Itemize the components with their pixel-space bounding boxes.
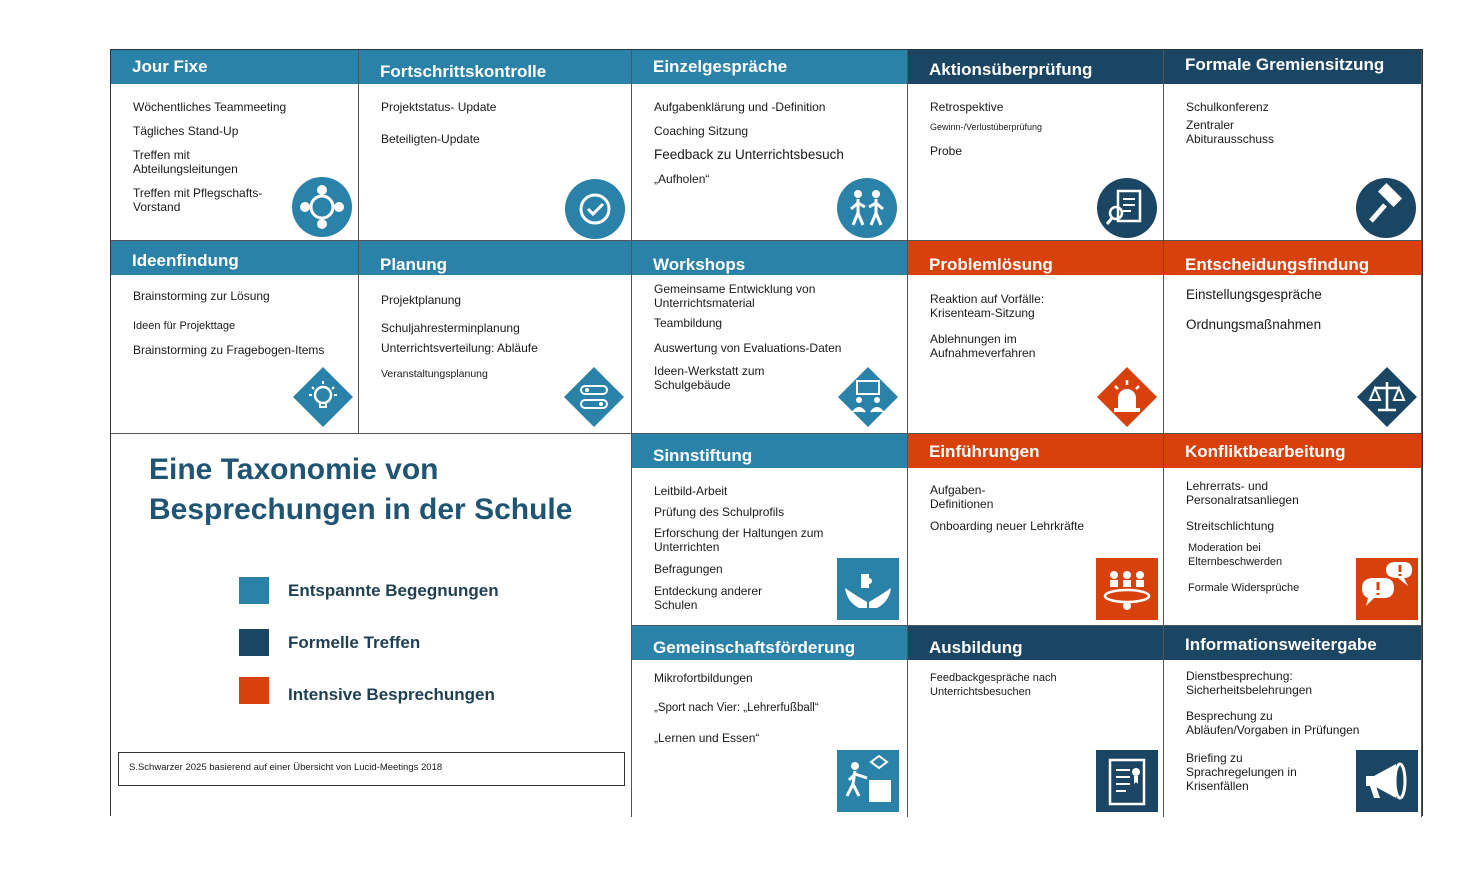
checkmark-icon xyxy=(564,178,626,240)
megaphone-icon xyxy=(1356,750,1418,812)
cell-einzelgespraeche xyxy=(632,50,908,241)
list-item: Zentraler Abiturausschuss xyxy=(1186,118,1275,146)
cell-title: Einzelgespräche xyxy=(632,50,908,84)
list-item: Gewinn-/Verlustüberprüfung xyxy=(930,122,1043,132)
cell-title: Jour Fixe xyxy=(111,50,359,84)
list-item: Treffen mit Pflegschafts-Vorstand xyxy=(133,186,263,214)
cell-aktionsueberpruefung xyxy=(908,50,1164,241)
list-item: Ordnungsmaßnahmen xyxy=(1186,317,1322,332)
cell-ausbildung xyxy=(908,626,1164,817)
cell-planung xyxy=(359,241,632,434)
teamwork-box-icon xyxy=(837,750,899,812)
cell-fortschrittskontrolle xyxy=(359,50,632,241)
list-item: Moderation bei Elternbeschwerden xyxy=(1188,542,1283,568)
certificate-icon xyxy=(1096,750,1158,812)
review-document-icon xyxy=(1096,177,1158,239)
list-item: „Sport nach Vier: „Lehrerfußball“ xyxy=(654,702,819,714)
cell-problemloesung xyxy=(908,241,1164,434)
list-item: Befragungen xyxy=(654,562,723,576)
list-item: Feedbackgespräche nach Unterrichtsbesuchen xyxy=(930,672,1057,698)
list-item: Lehrerrats- und Personalratsanliegen xyxy=(1186,479,1299,507)
cell-konfliktbearbeitung xyxy=(1164,434,1422,626)
list-item: Schuljahresterminplanung xyxy=(381,321,520,335)
cell-ideenfindung xyxy=(111,241,359,434)
legend-swatch xyxy=(239,577,269,604)
legend-swatch xyxy=(239,677,269,704)
gavel-icon xyxy=(1355,177,1417,239)
list-item: Erforschung der Haltungen zum Unterrichten xyxy=(654,526,824,554)
presentation-icon xyxy=(837,366,899,428)
list-item: Probe xyxy=(930,144,963,158)
list-item: Einstellungsgespräche xyxy=(1186,287,1322,302)
cell-gemeinschaftsfoerderung xyxy=(632,626,908,817)
legend-label: Formelle Treffen xyxy=(288,633,421,652)
cell-title: Gemeinschaftsförderung xyxy=(632,626,908,660)
list-item: Teambildung xyxy=(654,316,723,330)
list-item: „Lernen und Essen“ xyxy=(654,731,760,745)
team-circle-icon xyxy=(291,176,353,238)
legend-label: Entspannte Begegnungen xyxy=(288,581,499,600)
cell-title: Workshops xyxy=(632,241,908,275)
list-item: Entdeckung anderer Schulen xyxy=(654,584,763,612)
cell-sinnstiftung xyxy=(632,434,908,626)
cell-title: Planung xyxy=(359,241,632,275)
list-item: Leitbild-Arbeit xyxy=(654,484,728,498)
cell-title: Ausbildung xyxy=(908,626,1164,660)
cell-einfuehrungen xyxy=(908,434,1164,626)
list-item: Brainstorming zur Lösung xyxy=(133,289,270,303)
list-item: Projektstatus- Update xyxy=(381,100,497,114)
cell-title: Sinnstiftung xyxy=(632,434,908,468)
list-item: Brainstorming zu Fragebogen-Items xyxy=(133,343,325,357)
cell-title: Problemlösung xyxy=(908,241,1164,275)
cell-title: Einführungen xyxy=(908,434,1164,468)
page-title: Eine Taxonomie von Besprechungen in der Schule xyxy=(149,453,573,526)
list-item: Aufgaben-Definitionen xyxy=(930,483,994,511)
list-item: Besprechung zu Abläufen/Vorgaben in Prüfungen xyxy=(1186,709,1360,737)
list-item: Gemeinsame Entwicklung von Unterrichtsmaterial xyxy=(654,282,816,310)
list-item: Feedback zu Unterrichtsbesuch xyxy=(654,147,844,162)
list-item: Reaktion auf Vorfälle: Krisenteam-Sitzung xyxy=(930,292,1045,320)
list-item: Auswertung von Evaluations-Daten xyxy=(654,341,842,355)
workflow-icon xyxy=(563,366,625,428)
list-item: Beteiligten-Update xyxy=(381,132,480,146)
legend-swatch xyxy=(239,629,269,656)
cell-title: Aktionsüberprüfung xyxy=(908,50,1164,84)
cell-formale-gremiensitzung xyxy=(1164,50,1422,241)
list-item: Onboarding neuer Lehrkräfte xyxy=(930,519,1085,533)
lightbulb-icon xyxy=(292,366,354,428)
cell-title: Fortschrittskontrolle xyxy=(359,50,632,84)
credit-box: S.Schwarzer 2025 basierend auf einer Übersicht von Lucid-Meetings 2018 xyxy=(118,752,625,786)
legend-label: Intensive Besprechungen xyxy=(288,685,495,704)
list-item: „Aufholen“ xyxy=(654,172,710,186)
list-item: Tägliches Stand-Up xyxy=(133,124,239,138)
hands-puzzle-icon xyxy=(837,558,899,620)
list-item: Unterrichtsverteilung: Abläufe xyxy=(381,341,538,355)
list-item: Ablehnungen im Aufnahmeverfahren xyxy=(930,332,1036,360)
list-item: Mikrofortbildungen xyxy=(654,671,753,685)
cell-title: Konfliktbearbeitung xyxy=(1164,434,1422,468)
list-item: Formale Widersprüche xyxy=(1188,582,1300,594)
list-item: Streitschlichtung xyxy=(1186,519,1275,533)
alarm-light-icon xyxy=(1096,366,1158,428)
list-item: Retrospektive xyxy=(930,100,1004,114)
list-item: Treffen mit Abteilungsleitungen xyxy=(133,148,238,176)
list-item: Dienstbesprechung: Sicherheitsbelehrungen xyxy=(1186,669,1313,697)
list-item: Ideen-Werkstatt zum Schulgebäude xyxy=(654,364,765,392)
list-item: Aufgabenklärung und -Definition xyxy=(654,100,826,114)
list-item: Wöchentliches Teammeeting xyxy=(133,100,287,114)
speech-alert-icon xyxy=(1356,558,1418,620)
cell-jour-fixe xyxy=(111,50,359,241)
scales-icon xyxy=(1356,366,1418,428)
list-item: Veranstaltungsplanung xyxy=(381,368,488,380)
two-people-walking-icon xyxy=(836,177,898,239)
cell-workshops xyxy=(632,241,908,434)
meeting-table-icon xyxy=(1096,558,1158,620)
cell-title: Formale Gremiensitzung xyxy=(1164,50,1422,84)
cell-informationsweitergabe xyxy=(1164,626,1422,817)
list-item: Projektplanung xyxy=(381,293,462,307)
list-item: Schulkonferenz xyxy=(1186,100,1269,114)
cell-title: Ideenfindung xyxy=(111,241,359,275)
list-item: Ideen für Projekttage xyxy=(133,320,236,332)
list-item: Briefing zu Sprachregelungen in Krisenfällen xyxy=(1186,751,1297,793)
list-item: Prüfung des Schulprofils xyxy=(654,505,785,519)
cell-entscheidungsfindung xyxy=(1164,241,1422,434)
cell-title: Informationsweitergabe xyxy=(1164,626,1422,660)
list-item: Coaching Sitzung xyxy=(654,124,749,138)
cell-title: Entscheidungsfindung xyxy=(1164,241,1422,275)
